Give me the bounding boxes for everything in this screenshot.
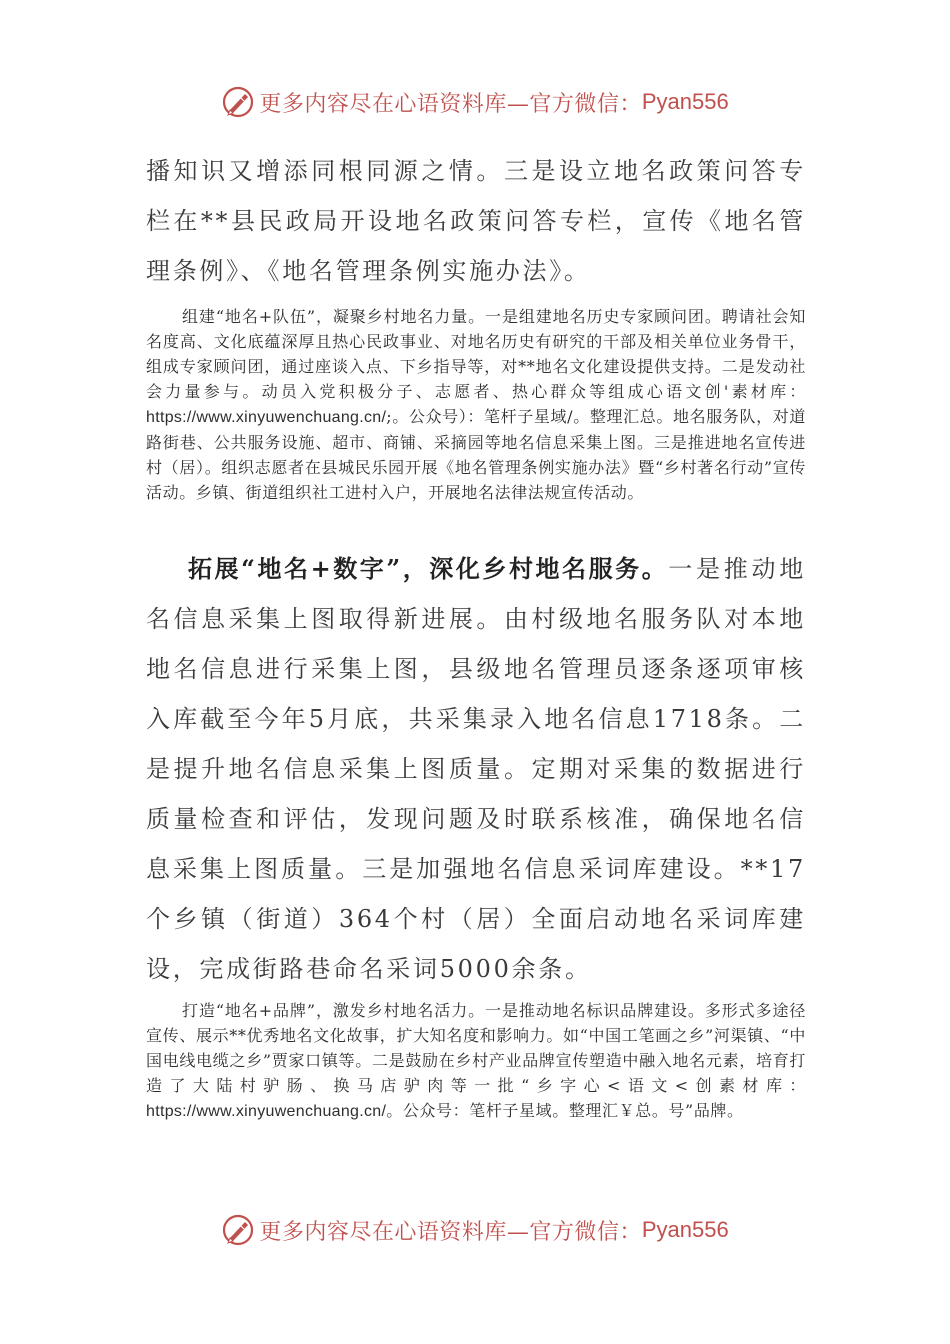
paragraph-4 [146,998,806,1124]
header-banner [0,82,950,122]
banner-wechat-id: Pyan556 [641,1217,729,1242]
footer-banner [0,1210,950,1250]
paragraph-2-text-a: 组建“地名+队伍”，凝聚乡村地名力量。一是组建地名历史专家顾问团。聘请社会知名度高、文化底蕴深厚且热心民政事业、对地名历史有研究的干部及相关单位业务骨干，组成专家顾问团，通过座谈入点、下乡指导等，对**地名文化建设提供支持。二是发动社会力量参与。动员入党积极分子、志愿者、热心群众等组成心语文创'素材库： [146,307,806,401]
paragraph-3 [146,544,806,994]
paragraph-4-text-b: 。公众号：笔杆子星域。整理汇￥总。号”品牌。 [386,1101,744,1120]
paragraph-3-body: 一是推动地名信息采集上图取得新进展。由村级地名服务队对本地地名信息进行采集上图，县级地名管理员逐条逐项审核入库截至今年5月底，共采集录入地名信息1718条。二是提升地名信息采集上图质量。定期对采集的数据进行质量检查和评估，发现问题及时联系核准，确保地名信息采集上图质量。三是加强地名信息采词库建设。**17个乡镇（街道）364个村（居）全面启动地名采词库建设，完成街路巷命名采词5000余条。 [146,555,807,983]
paragraph-3-heading: 拓展“地名+数字”，深化乡村地名服务。 [188,554,669,583]
paragraph-1: 播知识又增添同根同源之情。三是设立地名政策问答专栏在**县民政局开设地名政策问答专栏，宣传《地名管理条例》、《地名管理条例实施办法》。 [146,157,806,285]
paragraph-4-url: https://www.xinyuwenchuang.cn/ [146,1103,387,1120]
pen-logo-icon [221,85,255,119]
paragraph-2 [146,304,806,505]
paragraph-2-text-b: ;。公众号）：笔杆子星域/。整理汇总。地名服务队，对道路街巷、公共服务设施、超市、商铺、采摘园等地名信息采集上图。三是推进地名宣传进村（居）。组织志愿者在县城民乐园开展《地名管理条例实施办法》暨“乡村著名行动”宣传活动。乡镇、街道组织社工进村入户，开展地名法律法规宣传活动。 [146,407,806,502]
paragraph-4-text-a: 打造“地名+品牌”，激发乡村地名活力。一是推动地名标识品牌建设。多形式多途径宣传、展示**优秀地名文化故事，扩大知名度和影响力。如“中国工笔画之乡”河渠镇、“中国电线电缆之乡”贾家口镇等。二是鼓励在乡村产业品牌宣传塑造中融入地名元素，培育打造了大陆村驴肠、换马店驴肉等一批“乡字心<语文<创素材库： [146,1001,806,1095]
banner-text: 更多内容尽在心语资料库—官方微信： [259,1219,642,1245]
pen-logo-icon [221,1213,255,1247]
banner-text: 更多内容尽在心语资料库—官方微信： [259,91,642,117]
paragraph-2-url: https://www.xinyuwenchuang.cn/ [146,409,387,426]
banner-wechat-id: Pyan556 [641,89,729,114]
